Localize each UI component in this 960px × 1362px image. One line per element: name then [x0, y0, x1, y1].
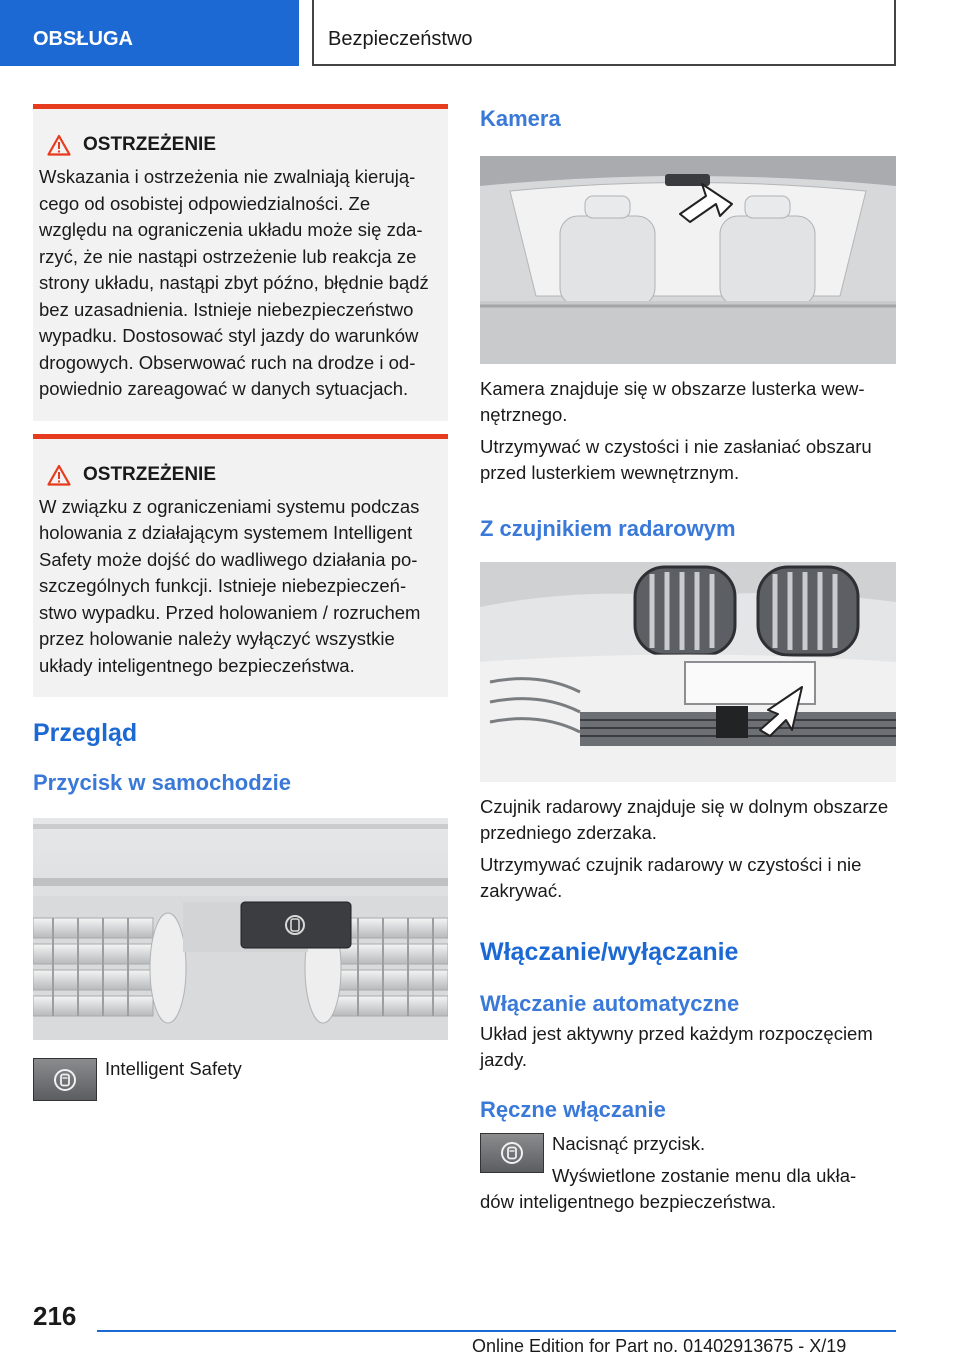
- section-title: OBSŁUGA: [33, 28, 133, 50]
- manual-step-text: Nacisnąć przycisk.: [552, 1133, 706, 1154]
- button-legend: [33, 1058, 448, 1101]
- warning-box-2: [33, 434, 448, 698]
- edition-note: Online Edition for Part no. 01402913675 - X/19: [472, 1336, 847, 1356]
- warning-title-text: OSTRZEŻENIE: [83, 134, 217, 155]
- page-number: 216: [33, 1301, 77, 1331]
- warning-body: Wskazania i ostrzeżenia nie zwalniają kierują- cego od osobistej odpowiedzialności. Ze względu na ograniczenia układu może się zda- rzyć, że nie nastąpi ostrzeżenie lub reakcja ze strony układu, nastąpi zbyt późno, błędnie bądź bez uzasadnienia. Istnieje niebezpieczeństwo wypadku. Dostosować styl jazdy do warunków drogowych. Obserwować ruch na drodze i od- powiednio zareagować w danych sytuacjach.: [39, 166, 429, 399]
- dashboard-button-illustration: [33, 818, 448, 1040]
- intelligent-safety-button-icon: [480, 1133, 544, 1173]
- warning-title: [39, 134, 442, 156]
- footer-divider: [97, 1330, 896, 1332]
- button-caption: Intelligent Safety: [105, 1058, 242, 1079]
- warning-triangle-icon: [47, 464, 83, 486]
- camera-heading: Kamera: [480, 106, 561, 131]
- warning-body: W związku z ograniczeniami systemu podczas holowania z działającym systemem Intelligent Safety może dojść do wadliwego działania po- szczególnych funkcji. Istnieje niebezpieczeń- stwo wypadku. Przed holowaniem / rozruchem przez holowanie należy wyłączyć wszystkie układy inteligentnego bezpieczeństwa.: [39, 495, 421, 676]
- right-column: [480, 104, 896, 1215]
- manual-step: [480, 1133, 896, 1189]
- camera-cleaning-text: Utrzymywać w czystości i nie zasłaniać obszaru przed lusterkiem wewnętrznym.: [480, 436, 872, 483]
- chapter-title: Bezpieczeństwo: [328, 28, 473, 50]
- chapter-tab: [312, 0, 896, 66]
- section-tab: [0, 0, 299, 66]
- radar-cleaning-text: Utrzymywać czujnik radarowy w czystości i nie zakrywać.: [480, 854, 862, 901]
- warning-title-text: OSTRZEŻENIE: [83, 463, 217, 485]
- warning-title: [39, 464, 442, 486]
- radar-heading: Z czujnikiem radarowym: [480, 516, 736, 541]
- switching-heading: Włączanie/wyłączanie: [480, 938, 739, 966]
- radar-location-text: Czujnik radarowy znajduje się w dolnym obszarze przedniego zderzaka.: [480, 796, 889, 843]
- manual-on-heading: Ręczne włączanie: [480, 1097, 666, 1122]
- camera-location-illustration: [480, 156, 896, 364]
- auto-on-text: Układ jest aktywny przed każdym rozpoczęciem jazdy.: [480, 1023, 873, 1070]
- overview-heading: Przegląd: [33, 719, 138, 747]
- button-in-car-heading: Przycisk w samochodzie: [33, 770, 291, 795]
- left-column: [33, 104, 448, 1101]
- warning-box-1: [33, 104, 448, 421]
- warning-triangle-icon: [47, 134, 83, 156]
- radar-sensor-illustration: [480, 562, 896, 782]
- manual-result-line-1: Wyświetlone zostanie menu dla ukła-: [552, 1165, 857, 1186]
- manual-result-line-2: dów inteligentnego bezpieczeństwa.: [480, 1191, 777, 1212]
- intelligent-safety-button-icon: [33, 1058, 97, 1101]
- camera-location-text: Kamera znajduje się w obszarze lusterka wew- nętrznego.: [480, 378, 865, 425]
- auto-on-heading: Włączanie automatyczne: [480, 991, 740, 1016]
